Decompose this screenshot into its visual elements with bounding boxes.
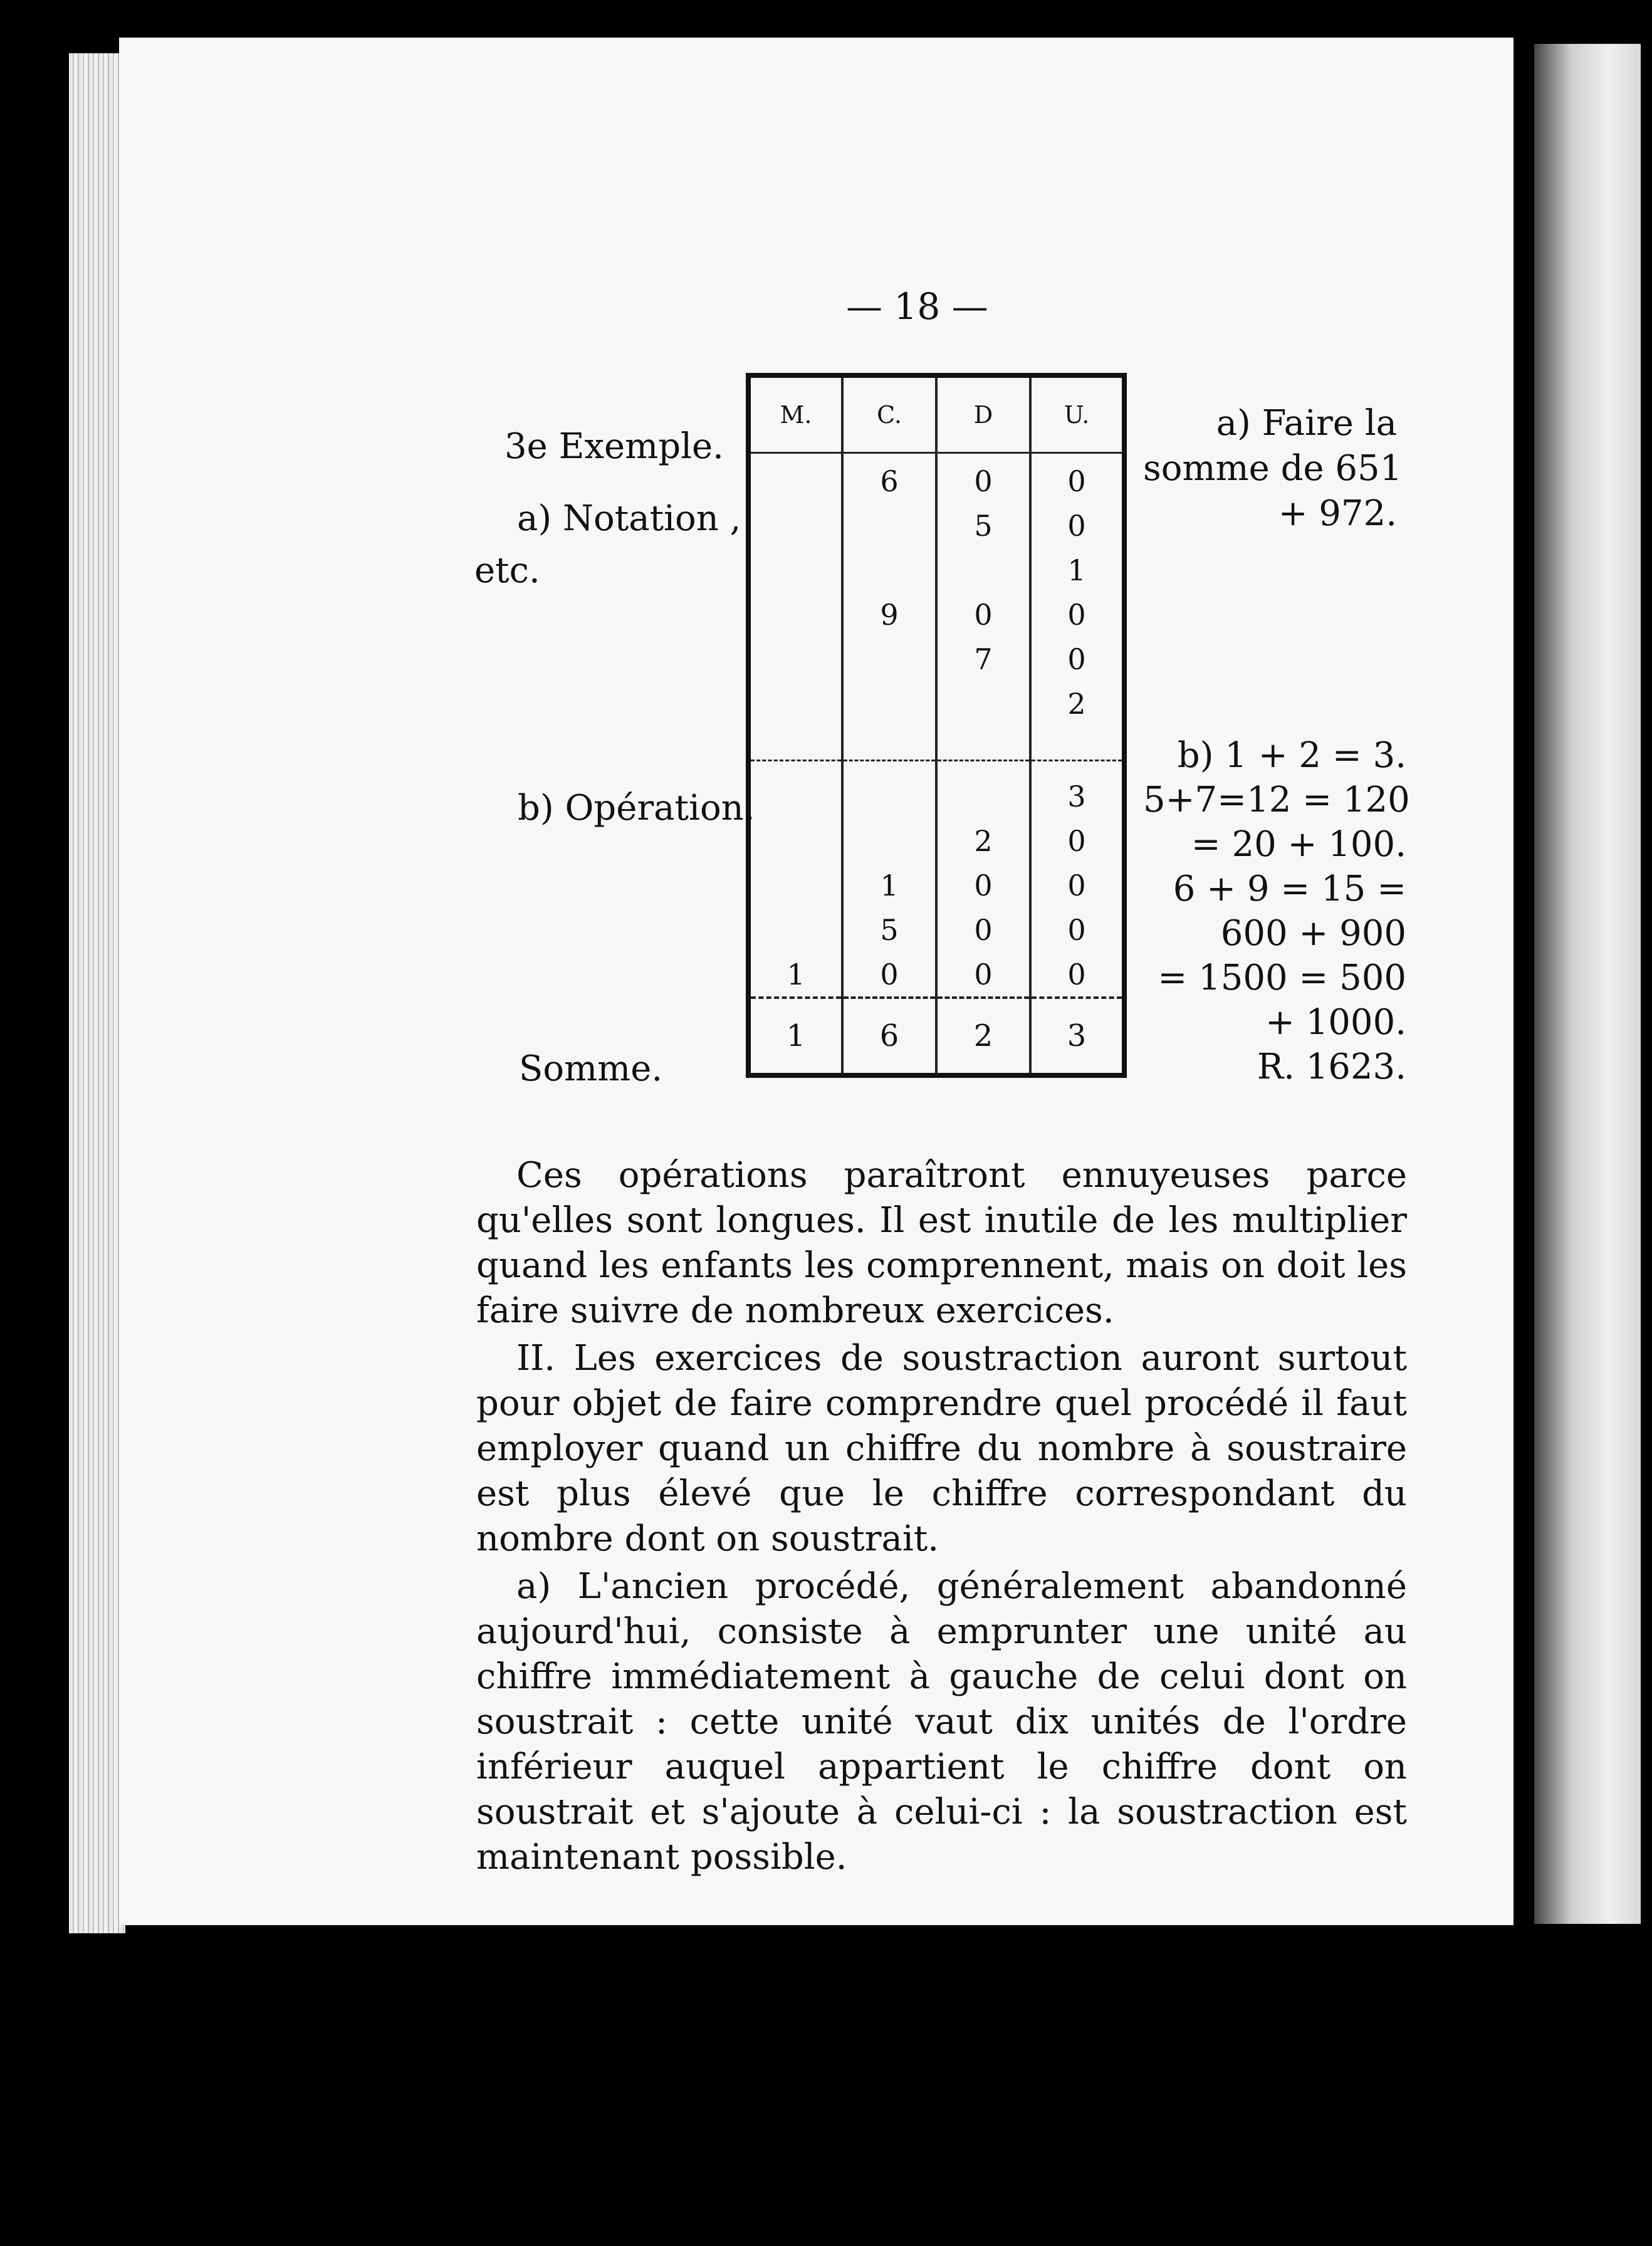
cell: 5	[936, 503, 1030, 548]
side-b-line: 5+7=12 = 120	[1143, 780, 1410, 820]
cell: 0	[936, 952, 1030, 998]
cell: 0	[1030, 907, 1124, 952]
cell	[748, 503, 842, 548]
addition-table	[746, 373, 1127, 1078]
spacer-cell	[748, 726, 842, 761]
table-row	[748, 952, 1124, 998]
cell: 9	[842, 592, 936, 637]
table-row	[748, 774, 1124, 818]
spacer-cell	[936, 726, 1030, 761]
paragraph: II. Les exercices de soustraction auront surtout pour objet de faire comprendre quel procédé il faut employer quand un chiffre du nombre à soustraire est plus élevé que le chiffre correspondant du nombre dont on soustrait.	[476, 1338, 1407, 1559]
cell	[748, 592, 842, 637]
paragraph: Ces opérations paraîtront ennuyeuses parce qu'elles sont longues. Il est inutile de les multiplier quand les enfants les comprennent, mais on doit les faire suivre de nombreux exercices.	[476, 1155, 1407, 1331]
sum-cell: 2	[936, 998, 1030, 1075]
cell	[842, 637, 936, 681]
cell	[748, 681, 842, 726]
header-d: D	[936, 375, 1030, 453]
table-row	[748, 818, 1124, 863]
cell	[842, 774, 936, 818]
cell: 5	[842, 907, 936, 952]
label-notation: a) Notation ,	[517, 498, 741, 539]
page-number: — 18 —	[846, 285, 988, 328]
side-a-line: + 972.	[1278, 493, 1397, 534]
header-u: U.	[1030, 375, 1124, 453]
cell: 1	[842, 863, 936, 907]
side-b-line: 6 + 9 = 15 =	[1173, 869, 1406, 909]
table-row	[748, 863, 1124, 907]
side-note-b	[1143, 733, 1410, 1089]
cell: 2	[936, 818, 1030, 863]
label-somme: Somme.	[519, 1048, 663, 1089]
table-row	[748, 681, 1124, 726]
table-row	[748, 637, 1124, 681]
side-b-line: + 1000.	[1265, 1002, 1406, 1043]
table-row	[748, 592, 1124, 637]
spacer-row	[748, 726, 1124, 761]
divider-cell	[1030, 761, 1124, 775]
cell	[748, 907, 842, 952]
header-m: M.	[748, 375, 842, 453]
cell	[748, 453, 842, 504]
cell	[936, 774, 1030, 818]
table-row	[748, 548, 1124, 592]
sum-cell: 1	[748, 998, 842, 1075]
cell	[748, 774, 842, 818]
body-text	[476, 1153, 1407, 1880]
cell: 0	[1030, 453, 1124, 504]
side-b-line: 600 + 900	[1220, 913, 1406, 954]
cell: 0	[936, 863, 1030, 907]
cell: 0	[1030, 863, 1124, 907]
next-page-edge	[1534, 44, 1641, 1924]
divider-cell	[936, 761, 1030, 775]
cell	[748, 637, 842, 681]
header-row	[748, 375, 1124, 453]
cell	[936, 681, 1030, 726]
sum-cell: 6	[842, 998, 936, 1075]
spacer-cell	[1030, 726, 1124, 761]
side-note-a	[1143, 401, 1403, 536]
cell: 0	[936, 453, 1030, 504]
label-etc: etc.	[474, 550, 540, 591]
cell: 0	[842, 952, 936, 998]
label-operation: b) Opération.	[518, 788, 755, 828]
side-a-line: somme de 651	[1143, 448, 1403, 489]
spacer-cell	[842, 726, 936, 761]
side-b-line: b) 1 + 2 = 3.	[1177, 735, 1406, 776]
page-edge-stack	[69, 53, 125, 1933]
cell: 0	[1030, 503, 1124, 548]
cell: 3	[1030, 774, 1124, 818]
cell	[842, 681, 936, 726]
sum-cell: 3	[1030, 998, 1124, 1075]
paragraph: a) L'ancien procédé, généralement abandonné aujourd'hui, consiste à emprunter une unité au chiffre immédiatement à gauche de celui dont on soustrait : cette unité vaut dix unités de l'ordre inférieur auquel appartient le chiffre dont on soustrait et s'ajoute à celui-ci : la soustraction est maintenant possible.	[476, 1566, 1407, 1878]
cell: 2	[1030, 681, 1124, 726]
table-row	[748, 907, 1124, 952]
divider-cell	[842, 761, 936, 775]
side-a-line: a) Faire la	[1216, 403, 1397, 444]
table-row	[748, 503, 1124, 548]
cell: 0	[1030, 952, 1124, 998]
cell	[842, 548, 936, 592]
cell: 7	[936, 637, 1030, 681]
table-row	[748, 453, 1124, 504]
header-c: C.	[842, 375, 936, 453]
cell: 0	[1030, 818, 1124, 863]
divider-cell	[748, 761, 842, 775]
cell: 0	[936, 592, 1030, 637]
cell: 1	[748, 952, 842, 998]
label-example: 3e Exemple.	[504, 426, 724, 467]
sum-row	[748, 998, 1124, 1075]
cell	[842, 503, 936, 548]
cell: 6	[842, 453, 936, 504]
side-b-line: = 20 + 100.	[1191, 824, 1406, 865]
cell: 0	[1030, 592, 1124, 637]
cell	[842, 818, 936, 863]
cell: 0	[936, 907, 1030, 952]
side-b-line: R. 1623.	[1257, 1047, 1406, 1087]
cell	[748, 863, 842, 907]
cell: 1	[1030, 548, 1124, 592]
cell: 0	[1030, 637, 1124, 681]
side-b-line: = 1500 = 500	[1158, 958, 1406, 998]
cell	[748, 548, 842, 592]
cell	[748, 818, 842, 863]
divider-row	[748, 761, 1124, 775]
cell	[936, 548, 1030, 592]
